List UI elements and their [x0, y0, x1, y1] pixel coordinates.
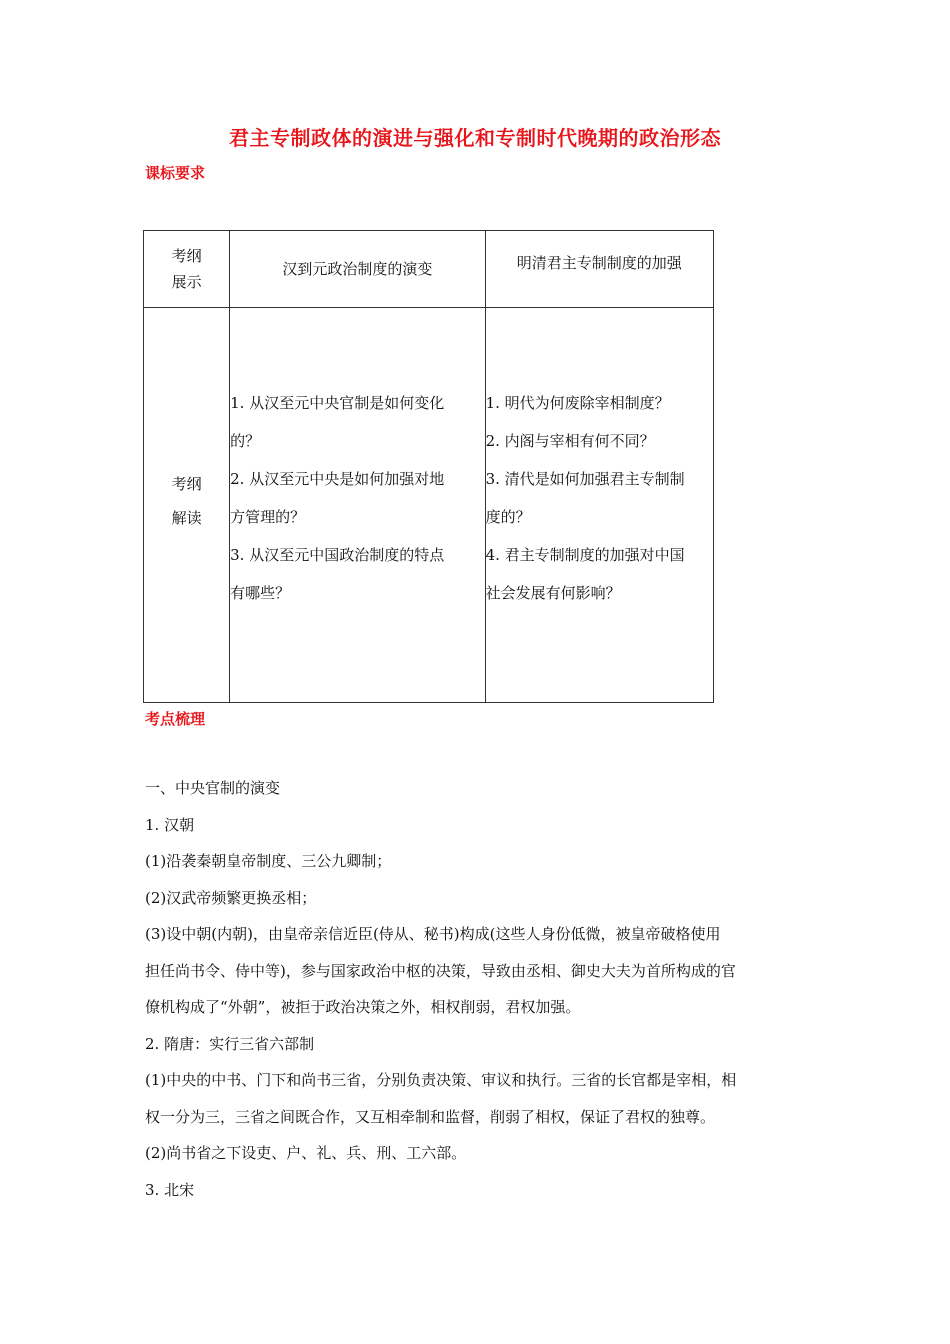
question-cell — [230, 308, 485, 703]
section-heading: 一、中央官制的演变 — [145, 779, 281, 797]
question-line: 方管理的？ — [230, 507, 306, 526]
question-line: 3. 清代是如何加强君主专制制 — [485, 469, 685, 488]
column-title: 明清君主专制制度的加强 — [516, 254, 682, 272]
table-row — [144, 231, 714, 308]
column-title: 汉到元政治制度的演变 — [282, 260, 433, 278]
syllabus-table — [143, 230, 714, 703]
question-cell — [485, 308, 713, 703]
question-line: 社会发展有何影响？ — [485, 583, 621, 602]
question-line: 2. 从汉至元中央是如何加强对地 — [230, 469, 445, 488]
subsection-heading: 2. 隋唐：实行三省六部制 — [145, 1034, 315, 1053]
paragraph-line: (3)设中朝(内朝)，由皇帝亲信近臣(侍从、秘书)构成(这些人身份低微，被皇帝破格使用 — [145, 925, 721, 943]
question-line: 1. 从汉至元中央官制是如何变化 — [230, 393, 445, 412]
paragraph-line: (1)中央的中书、门下和尚书三省，分别负责决策、审议和执行。三省的长官都是宰相，相 — [145, 1071, 737, 1089]
body-text — [145, 770, 810, 1208]
row-label-cell — [144, 308, 230, 703]
question-line: 1. 明代为何废除宰相制度？ — [485, 393, 670, 412]
paragraph-line: 僚机构成了“外朝”，被拒于政治决策之外，相权削弱，君权加强。 — [145, 998, 581, 1016]
paragraph-line: 权一分为三，三省之间既合作，又互相牵制和监督，削弱了相权，保证了君权的独尊。 — [145, 1107, 716, 1126]
row-label-line: 考纲 — [171, 247, 202, 265]
paragraph-line: (1)沿袭秦朝皇帝制度、三公九卿制； — [145, 852, 392, 870]
question-line: 2. 内阁与宰相有何不同？ — [485, 431, 655, 450]
row-label-line: 解读 — [171, 509, 202, 527]
requirements-heading: 课标要求 — [145, 164, 206, 182]
row-label-line: 考纲 — [171, 475, 202, 493]
question-line: 有哪些？ — [230, 583, 291, 602]
column-title-cell — [230, 231, 485, 308]
paragraph-line: (2)尚书省之下设吏、户、礼、兵、刑、工六部。 — [145, 1144, 467, 1162]
row-label-cell — [144, 231, 230, 308]
paragraph-line: (2)汉武帝频繁更换丞相； — [145, 888, 317, 907]
document-title: 君主专制政体的演进与强化和专制时代晚期的政治形态 — [229, 126, 721, 150]
row-label-line: 展示 — [171, 273, 202, 291]
subsection-heading: 1. 汉朝 — [145, 815, 195, 834]
question-line: 度的？ — [485, 507, 531, 526]
table-row — [144, 308, 714, 703]
question-line: 3. 从汉至元中国政治制度的特点 — [230, 545, 445, 564]
question-line: 的？ — [230, 431, 261, 450]
question-line: 4. 君主专制制度的加强对中国 — [485, 545, 685, 564]
column-title-cell — [485, 231, 713, 308]
key-points-heading: 考点梳理 — [145, 710, 206, 728]
subsection-heading: 3. 北宋 — [145, 1180, 195, 1199]
paragraph-line: 担任尚书令、侍中等)，参与国家政治中枢的决策，导致由丞相、御史大夫为首所构成的官 — [145, 961, 736, 980]
